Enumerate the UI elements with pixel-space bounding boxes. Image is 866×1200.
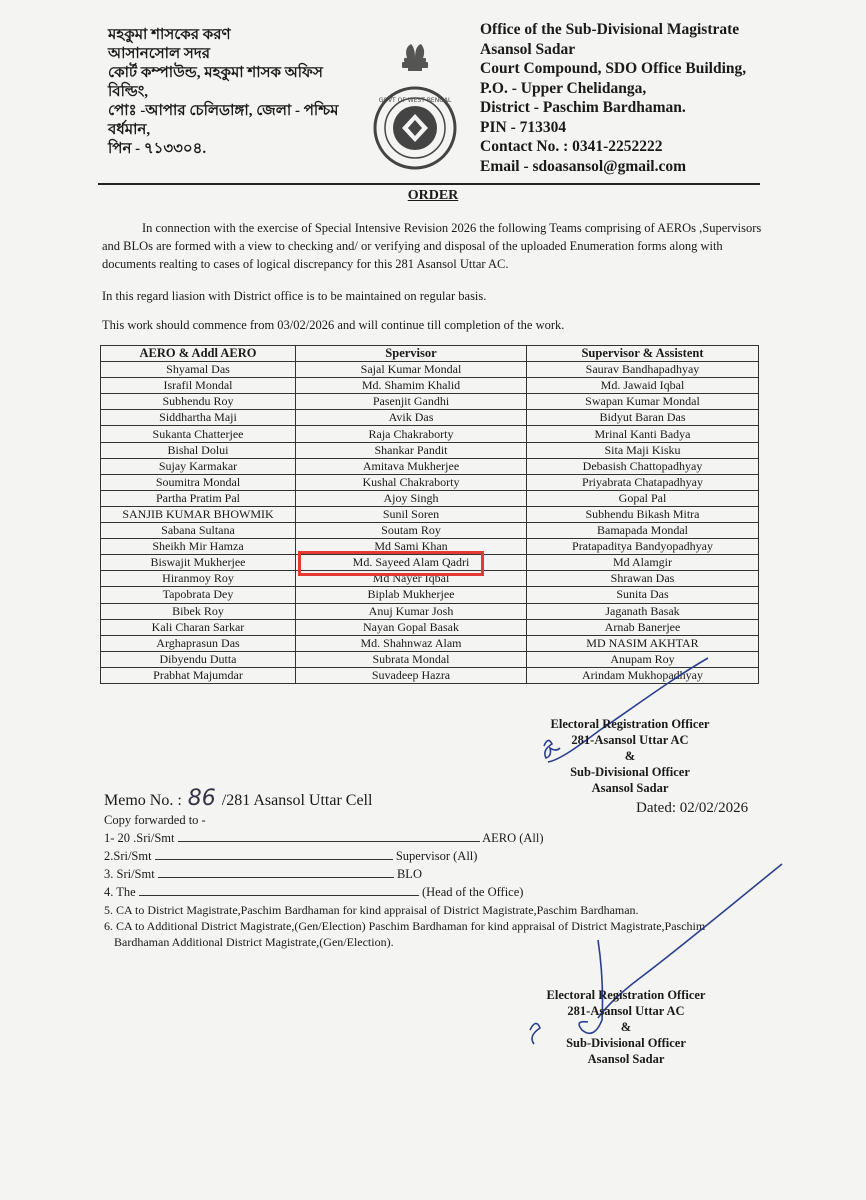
column-header: Supervisor & Assistent	[527, 346, 759, 362]
copy-line-prefix: 3. Sri/Smt	[104, 867, 155, 881]
office-line: P.O. - Upper Chelidanga,	[480, 79, 647, 97]
table-row	[101, 587, 759, 603]
fill-blank	[155, 848, 393, 860]
supervisor-cell: Anuj Kumar Josh	[296, 603, 527, 619]
table-row	[101, 603, 759, 619]
copy-line-4	[104, 884, 523, 900]
aero-cell: Siddhartha Maji	[101, 410, 296, 426]
signatory-ampersand: &	[620, 1020, 632, 1034]
assistant-cell: Md. Jawaid Iqbal	[527, 378, 759, 394]
aero-cell: Dibyendu Dutta	[101, 651, 296, 667]
aero-cell: Sujay Karmakar	[101, 458, 296, 474]
supervisor-cell: Kushal Chakraborty	[296, 474, 527, 490]
column-header: Spervisor	[296, 346, 527, 362]
fill-blank	[158, 866, 394, 878]
memo-line	[104, 786, 372, 811]
assistant-cell: Md Alamgir	[527, 555, 759, 571]
assistant-cell: Sita Maji Kisku	[527, 442, 759, 458]
assistant-cell: MD NASIM AKHTAR	[527, 635, 759, 651]
table-row	[101, 378, 759, 394]
memo-number: 86	[187, 786, 216, 811]
bengali-line: পিন - ৭১৩৩০৪.	[108, 141, 207, 157]
order-title: ORDER	[407, 188, 459, 203]
copy-line-suffix: Supervisor (All)	[395, 849, 478, 863]
office-line: District - Paschim Bardhaman.	[480, 99, 686, 116]
table-row	[101, 619, 759, 635]
supervisor-cell: Md. Sayeed Alam Qadri	[296, 555, 527, 571]
assistant-cell: Arnab Banerjee	[527, 619, 759, 635]
assistant-cell: Subhendu Bikash Mitra	[527, 506, 759, 522]
signatory-office: Asansol Sadar	[591, 781, 669, 795]
table-row	[101, 458, 759, 474]
bengali-line: কোর্ট কম্পাউন্ড, মহকুমা শাসক অফিস	[108, 65, 323, 81]
column-header: AERO & Addl AERO	[101, 346, 296, 362]
aero-cell: Sheikh Mir Hamza	[101, 539, 296, 555]
aero-cell: Sabana Sultana	[101, 523, 296, 539]
assistant-cell: Anupam Roy	[527, 651, 759, 667]
signatory-title: Electoral Registration Officer	[546, 988, 706, 1002]
order-paragraph-3: This work should commence from 03/02/2026 and will continue till completion of the work.	[102, 318, 565, 332]
signatory-designation: Sub-Divisional Officer	[566, 1036, 686, 1050]
aero-cell: Bishal Dolui	[101, 442, 296, 458]
bengali-line: পোঃ -আপার চেলিডাঙ্গা, জেলা - পশ্চিম	[108, 103, 339, 119]
bengali-line: মহকুমা শাসকের করণ	[108, 27, 231, 43]
supervisor-cell: Subrata Mondal	[296, 651, 527, 667]
assistant-cell: Gopal Pal	[527, 490, 759, 506]
aero-cell: Arghaprasun Das	[101, 635, 296, 651]
supervisor-cell: Sunil Soren	[296, 506, 527, 522]
bengali-address-block	[108, 26, 348, 159]
memo-prefix: Memo No. :	[104, 792, 182, 809]
copy-line-5: 5. CA to District Magistrate,Paschim Bardhaman for kind appraisal of District Magistrate,Paschim Bardhaman.	[104, 903, 639, 917]
office-line: Office of the Sub-Divisional Magistrate	[480, 21, 740, 38]
aero-cell: Sukanta Chatterjee	[101, 426, 296, 442]
supervisor-cell: Pasenjit Gandhi	[296, 394, 527, 410]
signatory-designation: Sub-Divisional Officer	[570, 765, 690, 779]
email-line: Email - sdoasansol@gmail.com	[480, 157, 687, 175]
assistant-cell: Sunita Das	[527, 587, 759, 603]
copy-line-prefix: 2.Sri/Smt	[104, 849, 152, 863]
copy-line-suffix: (Head of the Office)	[421, 885, 524, 899]
assistant-cell: Arindam Mukhopadhyay	[527, 667, 759, 683]
supervisor-cell: Raja Chakraborty	[296, 426, 527, 442]
table-row	[101, 394, 759, 410]
aero-cell: Israfil Mondal	[101, 378, 296, 394]
aero-cell: Subhendu Roy	[101, 394, 296, 410]
aero-cell: Prabhat Majumdar	[101, 667, 296, 683]
copy-line-6-continued: Bardhaman Additional District Magistrate,(Gen/Election).	[114, 935, 394, 949]
assistant-cell: Priyabrata Chatapadhyay	[527, 474, 759, 490]
supervisor-cell: Sajal Kumar Mondal	[296, 362, 527, 378]
signatory-title: Electoral Registration Officer	[550, 717, 710, 731]
supervisor-cell: Biplab Mukherjee	[296, 587, 527, 603]
table-row	[101, 635, 759, 651]
table-row	[101, 362, 759, 378]
aero-cell: Bibek Roy	[101, 603, 296, 619]
signatory-office: Asansol Sadar	[587, 1052, 665, 1066]
table-row	[101, 506, 759, 522]
assistant-cell: Saurav Bandhapadhyay	[527, 362, 759, 378]
table-row	[101, 474, 759, 490]
supervisor-cell: Md Sami Khan	[296, 539, 527, 555]
office-line: Court Compound, SDO Office Building,	[480, 60, 747, 77]
copy-line-prefix: 4. The	[104, 885, 136, 899]
highlight-box	[298, 551, 484, 576]
supervisor-cell: Ajoy Singh	[296, 490, 527, 506]
memo-suffix: /281 Asansol Uttar Cell	[221, 792, 373, 809]
copy-line-1	[104, 830, 544, 846]
table-row	[101, 426, 759, 442]
copy-line-6: 6. CA to Additional District Magistrate,(Gen/Election) Paschim Bardhaman for kind appraisal of District Magistrate,Paschim	[104, 919, 706, 933]
copy-line-prefix: 1- 20 .Sri/Smt	[104, 831, 175, 845]
copy-line-suffix: AERO (All)	[482, 831, 544, 845]
bengali-line: বিল্ডিং,	[108, 84, 149, 100]
aero-cell: Partha Pratim Pal	[101, 490, 296, 506]
table-row	[101, 490, 759, 506]
signatory-ampersand: &	[624, 749, 636, 763]
aero-cell: Hiranmoy Roy	[101, 571, 296, 587]
government-emblem-icon	[360, 40, 470, 180]
office-address-block	[480, 20, 860, 176]
order-paragraph-1: In connection with the exercise of Special Intensive Revision 2026 the following Teams comprising of AEROs ,Supervisors and BLOs are formed with a view to checking and/ or verifying and disposal of the uploaded Enumeration forms along with documents realting to cases of logical discrepancy for this 281 Asansol Uttar AC.	[102, 221, 762, 271]
table-body	[101, 362, 759, 684]
supervisor-cell: Md Nayer Iqbal	[296, 571, 527, 587]
aero-cell: Tapobrata Dey	[101, 587, 296, 603]
bengali-line: বর্ধমান,	[108, 122, 151, 138]
aero-cell: Biswajit Mukherjee	[101, 555, 296, 571]
supervisor-cell: Md. Shamim Khalid	[296, 378, 527, 394]
copy-line-3	[104, 866, 422, 882]
assistant-cell: Debasish Chattopadhyay	[527, 458, 759, 474]
aero-cell: SANJIB KUMAR BHOWMIK	[101, 506, 296, 522]
assistant-cell: Bamapada Mondal	[527, 523, 759, 539]
supervisor-cell: Soutam Roy	[296, 523, 527, 539]
supervisor-cell: Avik Das	[296, 410, 527, 426]
fill-blank	[139, 884, 419, 896]
header-divider	[98, 183, 760, 185]
teams-table	[100, 345, 759, 684]
office-line: PIN - 713304	[480, 118, 567, 136]
assistant-cell: Mrinal Kanti Badya	[527, 426, 759, 442]
copy-heading: Copy forwarded to -	[104, 813, 206, 827]
table-row	[101, 523, 759, 539]
fill-blank	[178, 830, 480, 842]
copy-line-2	[104, 848, 477, 864]
signature-block-1	[540, 716, 720, 796]
contact-line: Contact No. : 0341-2252222	[480, 138, 663, 155]
table-header-row	[101, 346, 759, 362]
aero-cell: Kali Charan Sarkar	[101, 619, 296, 635]
aero-cell: Shyamal Das	[101, 362, 296, 378]
aero-cell: Soumitra Mondal	[101, 474, 296, 490]
assistant-cell: Swapan Kumar Mondal	[527, 394, 759, 410]
supervisor-cell: Nayan Gopal Basak	[296, 619, 527, 635]
assistant-cell: Shrawan Das	[527, 571, 759, 587]
supervisor-cell: Suvadeep Hazra	[296, 667, 527, 683]
assistant-cell: Bidyut Baran Das	[527, 410, 759, 426]
order-paragraph-2: In this regard liasion with District office is to be maintained on regular basis.	[102, 289, 487, 303]
supervisor-cell: Amitava Mukherjee	[296, 458, 527, 474]
bengali-line: আসানসোল সদর	[108, 46, 210, 62]
memo-date: Dated: 02/02/2026	[636, 800, 749, 816]
supervisor-cell: Md. Shahnwaz Alam	[296, 635, 527, 651]
copy-line-suffix: BLO	[396, 867, 422, 881]
signature-block-2	[536, 987, 716, 1067]
supervisor-cell: Shankar Pandit	[296, 442, 527, 458]
signatory-constituency: 281-Asansol Uttar AC	[571, 733, 689, 747]
office-line: Asansol Sadar	[480, 40, 576, 58]
table-row	[101, 442, 759, 458]
assistant-cell: Jaganath Basak	[527, 603, 759, 619]
table-row	[101, 410, 759, 426]
emblem-label: GOVT OF WEST BENGAL	[378, 97, 452, 104]
signatory-constituency: 281-Asansol Uttar AC	[567, 1004, 685, 1018]
assistant-cell: Pratapaditya Bandyopadhyay	[527, 539, 759, 555]
